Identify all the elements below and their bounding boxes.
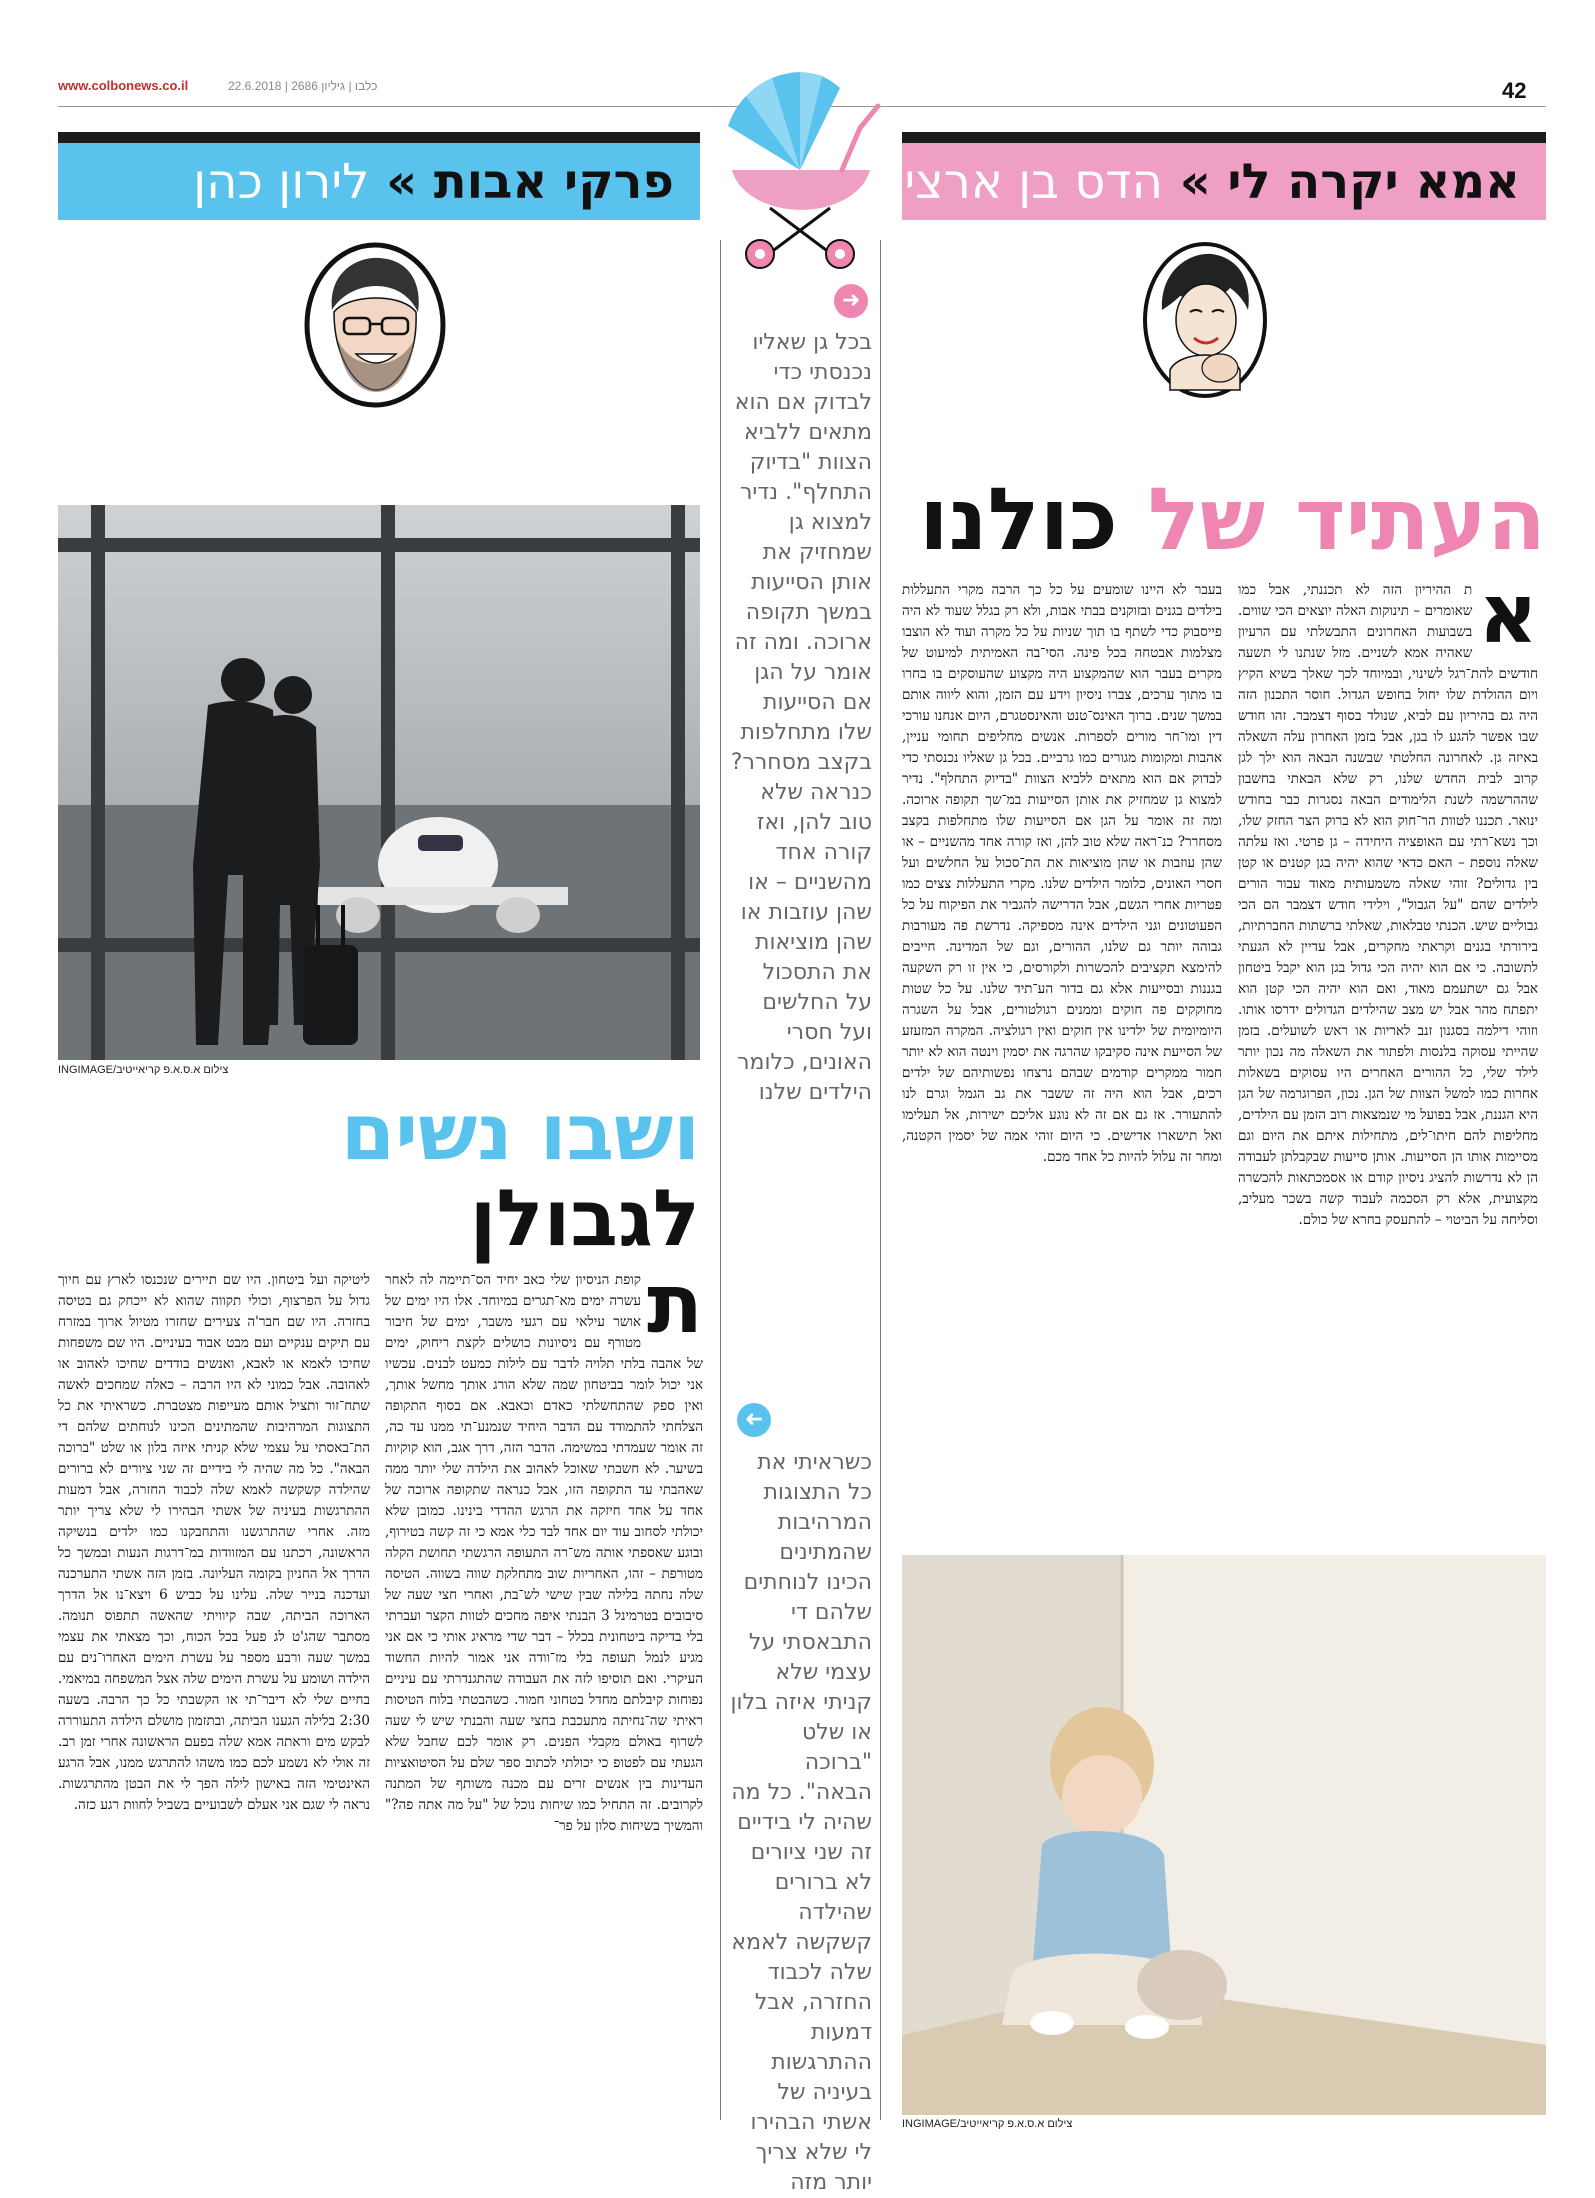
stroller-logo <box>700 58 902 273</box>
child-photo-credit: צילום א.ס.א.פ קריאייטיב/INGIMAGE <box>902 2118 1073 2130</box>
left-col1-text: קופת הניסיון שלי כאב יחיד הס־תיימה לה לאחר עשרה ימים מא־תגרים במיוחד. אלו היו ימים של אושר עילאי עם רגעי משבר, ימים של חיבור מטורף עם ניסיונות כושלים לקצת ריחוק, ימים של אהבה בלתי תלויה לדבר עם לילות כמעט לבנים. עכשיו אני יכול לומר בביטחון שמה שלא הורג אותך מחשל אותך, ואין ספק שהתחשלתי כאדם וכאבא. אם בסוף התקופה הצלחתי להתמודד עם הדבר היחיד שנמנע־תי ממנו עד כה, זה אומר שעמדתי במשימה. הדבר הזה, דרך אגב, הוא קוקיות בשיער. לא חשבתי שאוכל לאהוב את הילדה שלי יותר ממה שאהבתי עד התקופה הזו, אבל כנראה שתקופה ארוכה של אחד על אחד חיזקה את הרגש ההדדי בינינו. כמובן שלא יכולתי לסחוב עוד יום אחד לבד כלי אמא כי זה קשה בטירוף, ובוגע שאספתי אותה מש־רה התעופה הרגשתי תחושת הקלה מטורפת – זהו, האחריות שוב מתחלקת שווה בשווה. הטיסה שלה נחתה בלילה שבין שישי לש־בת, ואחרי חצי שעה של סיבובים בטרמינל 3 הבנתי איפה מחכים לטוות הקצר ועברתי בלי בדיקה ביטחונית בכלל – דבר שדי מראיג אותי כי אם אני מגיע לנמל תעופה בלי מז־וודה אני אמור להיות החשוד העיקרי. ואם תוסיפו לזה את העבודה שהתגנדרתי עם עיניים נפוחות קיבלתם מחדל בטחוני חמור. כשהבטתי בלוח הטיסות ראיתי שה־נחיתה מתעכבת בחצי שעה והבנתי שיש לי שעה לשרוף באולם מקבלי הפנים. רק אומר לכם שחבל שלא הגעתי עם לפטופ כי יכולתי לכתוב ספר שלם על הסיטואציות העדינות בין אנשים זרים עם מכנה משותף של המתנה לקרובים. זה התחיל כמו שיחות נוכל של "על מה אתה פה?" והמשיך בשיחות סלון על פר־ <box>385 1272 703 1834</box>
left-article-column-1 <box>385 1257 703 2130</box>
stroller-handle <box>842 106 878 170</box>
right-article-column-2 <box>902 580 1222 1535</box>
column-divider-left <box>720 240 721 2120</box>
left-section-label: פרקי אבות <box>433 154 674 210</box>
right-author: הדס בן ארצי <box>904 154 1163 210</box>
pull-quote-right: בכל גן שאליו נכנסתי כדי לבדוק אם הוא מתאים ללביא הצוות "בדיוק התחלף". נדיר למצוא גן שמחזיק את אותן הסייעות במשך תקופה ארוכה. ומה זה אומר על הגן אם הסייעות שלו מתחלפות בקצב מסחרר? כנראה שלא טוב להן, ואז קורה אחד מהשניים – או שהן עוזבות או שהן מוציאות את התסכול על החלשים ועל חסרי האונים, כלומר הילדים שלנו <box>730 330 872 1105</box>
stroller-basket <box>732 170 870 210</box>
left-headline-part2: נשים <box>340 1088 513 1178</box>
right-col2-text: בעבר לא היינו שומעים על כל כך הרבה מקרי התעללות בילדים בגנים ובזוקנים בבתי אבות, ולא רק בגלל שעוד לא היה פייסבוק כדי לשתף בו תוך שניות על כל מקרה ועוד לא הוצבו מצלמות אבטחה בכל פינה. הסי־בה האמיתית למיעוט של מקרים בעבר הוא שהמקצוע היה מקצוע שהעוסקים בו בחרו בו מתוך ערכים, צברו ניסיון וידע עם הזמן, והוא ליווה אותם במשך שנים. ברוך האינס־טנט והאינסטגרם, היום אנחנו עורכי דין ומו־חר מורים לספרות. אנשים מחליפים תחומי עניין, אהבות ומקומות מגורים כמו גרביים. בכל גן שאליו נכנסתי כדי לבדוק אם הוא מתאים ללביא הצוות "בדיוק התחלף". נדיר למצוא גן שמחזיק את אותן הסייעות במ־שך תקופה ארוכה. ומה זה אומר על הגן אם הסייעות שלו מתחלפות בקצב מסחרר? כנ־ראה שלא טוב להן, ואז קורה אחד מהשניים – או שהן עוזבות או שהן מוציאות את הת־סכול על החלשים ועל חסרי האונים, כלומר הילדים שלנו. מקרי התעללות צצים כמו פטריות אחרי הגשם, אבל הדרישה להגביר את הפיקוח על כל הפעוטונים וגני הילדים אינה מספיקה. נדרשת פה מעורבות גבוהה יותר גם שלנו, ההורים, וגם של המדינה. חייבים להימצא תקציבים להכשרות ולקורסים, כי אין זו רק השקעה בגננות ובסייעות אלא גם בדור הע־תיד שלנו. על כל שטות מחוקקים פה חוקים וממנים רגולטורים, אבל על השגרה היומיומית של ילדינו אין חוקים ואין רגולציה. המקרה המזעזע של הסייעת אינה סקיבקו שהרגה את יסמין וינטה הוא לא יותר חמור ממקרים קודמים שבהם נרצחו נפשותיהם של ילדים רכים, אבל הוא היה זה ששבר את גב הגמל וגרם לנו להתעורר. אז גם אם זה לא נוגע אליכם ישירות, אל תעלימו ואל תישארו אדישים. כי היום זוהי אמה של יסמין הקטנה, ומחר זה עלול להיות כל אחד מכם. <box>902 582 1222 1165</box>
right-drop-cap: א <box>1478 567 1538 662</box>
page-number: 42 <box>1502 78 1527 103</box>
right-section-label: אמא יקרה לי <box>1227 154 1520 210</box>
child-photo <box>902 1555 1546 2115</box>
arrow-right-icon[interactable]: ➜ <box>834 284 868 318</box>
site-url[interactable]: www.colbonews.co.il <box>58 78 189 93</box>
right-col1-text: ת ההיריון הזה לא תכננתי, אבל כמו שאומרים – תינוקות האלה יוצאים הכי שווים. בשבועות האחרונים התבשלתי עם הרעיון שאהיה אמא לשניים. מזל שנתנו לי תשעה חודשים להת־רגל לשינוי, ובמיוחד לכך שאלך בשיא הקיץ ויום ההולדת שלו יחול בחופש הגדול. חוסר התכנון הזה היה גם בהיריון עם לביא, שנולד בסוף דצמבר. זהו חודש שבו אפשר להגע לו בגן, אבל בזמן האחרון עלה השאלה באיזה גן. לאחרונה החלטתי שבשנה הבאה הוא ילך לגן קרוב לבית החדש שלנו, רק שלא הבאתי בחשבון שההרשמה לשנת הלימודים הבאה נסגרות כבר בחודש ינואר. תכננו לטוות הר־חוק הוא לא ברוק הצר החזק שלו, וכך נשא־רתי עם האופציה היחידה – גן פרטי. ואז עלתה שאלה נוספת – האם כדאי שהוא יהיה בגן קטנים או קטן בין גדולים? זוהי שאלה משמעותית מאוד עבור הורים לילדים שהם "על הגבול", וילידי חודש דצמבר הם הכי גבוליים שיש. הכנתי טבלאות, שאלתי ברשתות החברתיות, בירורתי בגנים וקראתי מחקרים, אבל עדיין לא הגעתי לתשובה. כי אם הוא יהיה הכי גדול בגן הוא יקבל ביטחון אבל גם ישתעמם מאוד, ואם הוא יהיה הכי קטן הוא יתפתח מהר אבל יש מצב שהילדים הגדולים ידרסו אותו. וזוהי דילמה בסגנון זנב לאריות או ראש לשועלים. בזמן שהייתי עסוקה בלנסות ולפתור את השאלה מה נכון יותר לילד שלי, כל ההורים האחרים היו עסוקים בשאלות אחרות כמו למשל הצוות של הגן. נכון, הפרוגרמה של הגן היא הגננת, אבל בפועל מי שנמצאות רוב הזמן עם הילדים, מחליפות להם חיתו־לים, מתחילות איתם את היום וגם מסיימות אותו הן הסייעות. אותן סייעות שבקבלתן לעבודה הן לא נדרשות להציג ניסיון קודם או אסמכתאות להכשרה מקצועית, אלא רק הסכמה לעבוד קשה בשכר מעליב, וסליחה על הביטוי – להתעסק בחרא של כולם. <box>1238 582 1538 1228</box>
arrow-left-icon[interactable]: ➜ <box>737 1403 771 1437</box>
stroller-canopy <box>728 72 840 170</box>
left-headline <box>58 1090 700 1262</box>
left-article-column-2 <box>58 1270 370 2130</box>
airport-photo-credit: צילום א.ס.א.פ קריאייטיב/INGIMAGE <box>58 1064 229 1076</box>
left-author: לירון כהן <box>193 154 370 210</box>
pull-quote-left: כשראיתי את כל התצוגות המרהיבות שהמתינים הכינו לנוחתים שלהם די התבאסתי על עצמי שלא קניתי איזה בלון או שלט "ברוכה הבאה". כל מה שהיה לי בידיים זה שני ציורים לא ברורים שהילדה קשקשה לאמא שלה לכבוד החזרה, אבל דמעות ההתרגשות בעיניה של אשתי הבהירו לי שלא צריך יותר מזה <box>730 1450 872 2195</box>
right-article-column-1 <box>1238 567 1538 1535</box>
chevron-icon: » <box>386 154 418 210</box>
left-section-band <box>58 132 700 220</box>
right-headline-part1: העתיד <box>1295 470 1546 570</box>
airport-photo <box>58 505 700 1060</box>
right-headline-part2: של <box>1147 470 1266 570</box>
issue-meta: כלבו | גיליון 2686 | 22.6.2018 <box>228 79 378 93</box>
left-drop-cap: ת <box>646 1257 703 1352</box>
left-headline-part1: ושבו <box>539 1088 700 1178</box>
chevron-icon: » <box>1179 154 1211 210</box>
author-portrait-man <box>300 240 450 410</box>
right-section-band <box>902 132 1546 220</box>
left-headline-line2: לגבולן <box>469 1174 700 1264</box>
right-headline <box>919 470 1546 570</box>
right-headline-part3: כולנו <box>919 470 1118 570</box>
column-divider-right <box>880 240 881 2120</box>
left-col2-text: ליטיקה ועל ביטחון. היו שם תיירים שנכנסו לארץ עם חיוך גדול על הפרצוף, וכולי תקווה שהוא לא ייכחק גם בטיסה בחזרה. היו שם חבר'ה צעירים שחזרו מטיול ארוך במזרח עם תיקים ענקיים ועם מבט אבוד בעיניים. היו שם משפחות שחיכו לאמא או לאבא, ואנשים בודדים שחיכו לאהוב או לאהובה. אבל כמוני לא היו הרבה – כאלה שמחכים לאשה שתח־זור ותציל אותם מעייפות מצטברת. כשראיתי את כל התצוגות המרהיבות שהמתינים הכינו לנוחתים שלהם די הת־באסתי על עצמי שלא קניתי איזה בלון או שלט "ברוכה הבאה". כל מה שהיה לי בידיים זה שני ציורים לא ברורים שהילדה קשקשה לאמא שלה לכבוד החזרה, אבל דמעות ההתרגשות בעיניה של אשתי הבהירו לי שלא צריך יותר מזה. אחרי שהתרגשנו והתחבקנו כמו ילדים בנשיקה הראשונה, רכתנו עם המזוודות במ־דרגות הנעות ובמשך כל הדרך אל החניון בקומה העליונה. בזמן הזה אשתי התערכנה ועדכנה בנייר שלה. עלינו על כביש 6 ויצא־נו אל הדרך הארוכה הביתה, שבה קיוויתי שהאשה תתפוס תנומה. מסתבר שהג'ט לג פעל בכל הכוח, וכך מצאתי את עצמי במשך שעה ורבע מספר על עשרת הימים האחרו־נים עם הילדה ושומע על עשרת הימים שלה אצל המשפחה במיאמי. בחיים שלי לא דיבר־תי או הקשבתי כל כך הרבה. בשעה 2:30 בלילה הגענו הביתה, ובתזמון מושלם הילדה התעוררה לבקש מים וראתה אמא שלה בפעם הראשונה אחרי זמן רב. זה אולי לא נשמע לכם כמו משהו להתרגש ממנו, אבל הרגע האינטימי הזה באישון לילה הפך לי את הבטן מהתרגשות. נראה לי שגם אני אעלם לשבועיים בשביל לחוות רגע כזה. <box>58 1272 370 1813</box>
author-portrait-woman <box>1140 240 1270 400</box>
